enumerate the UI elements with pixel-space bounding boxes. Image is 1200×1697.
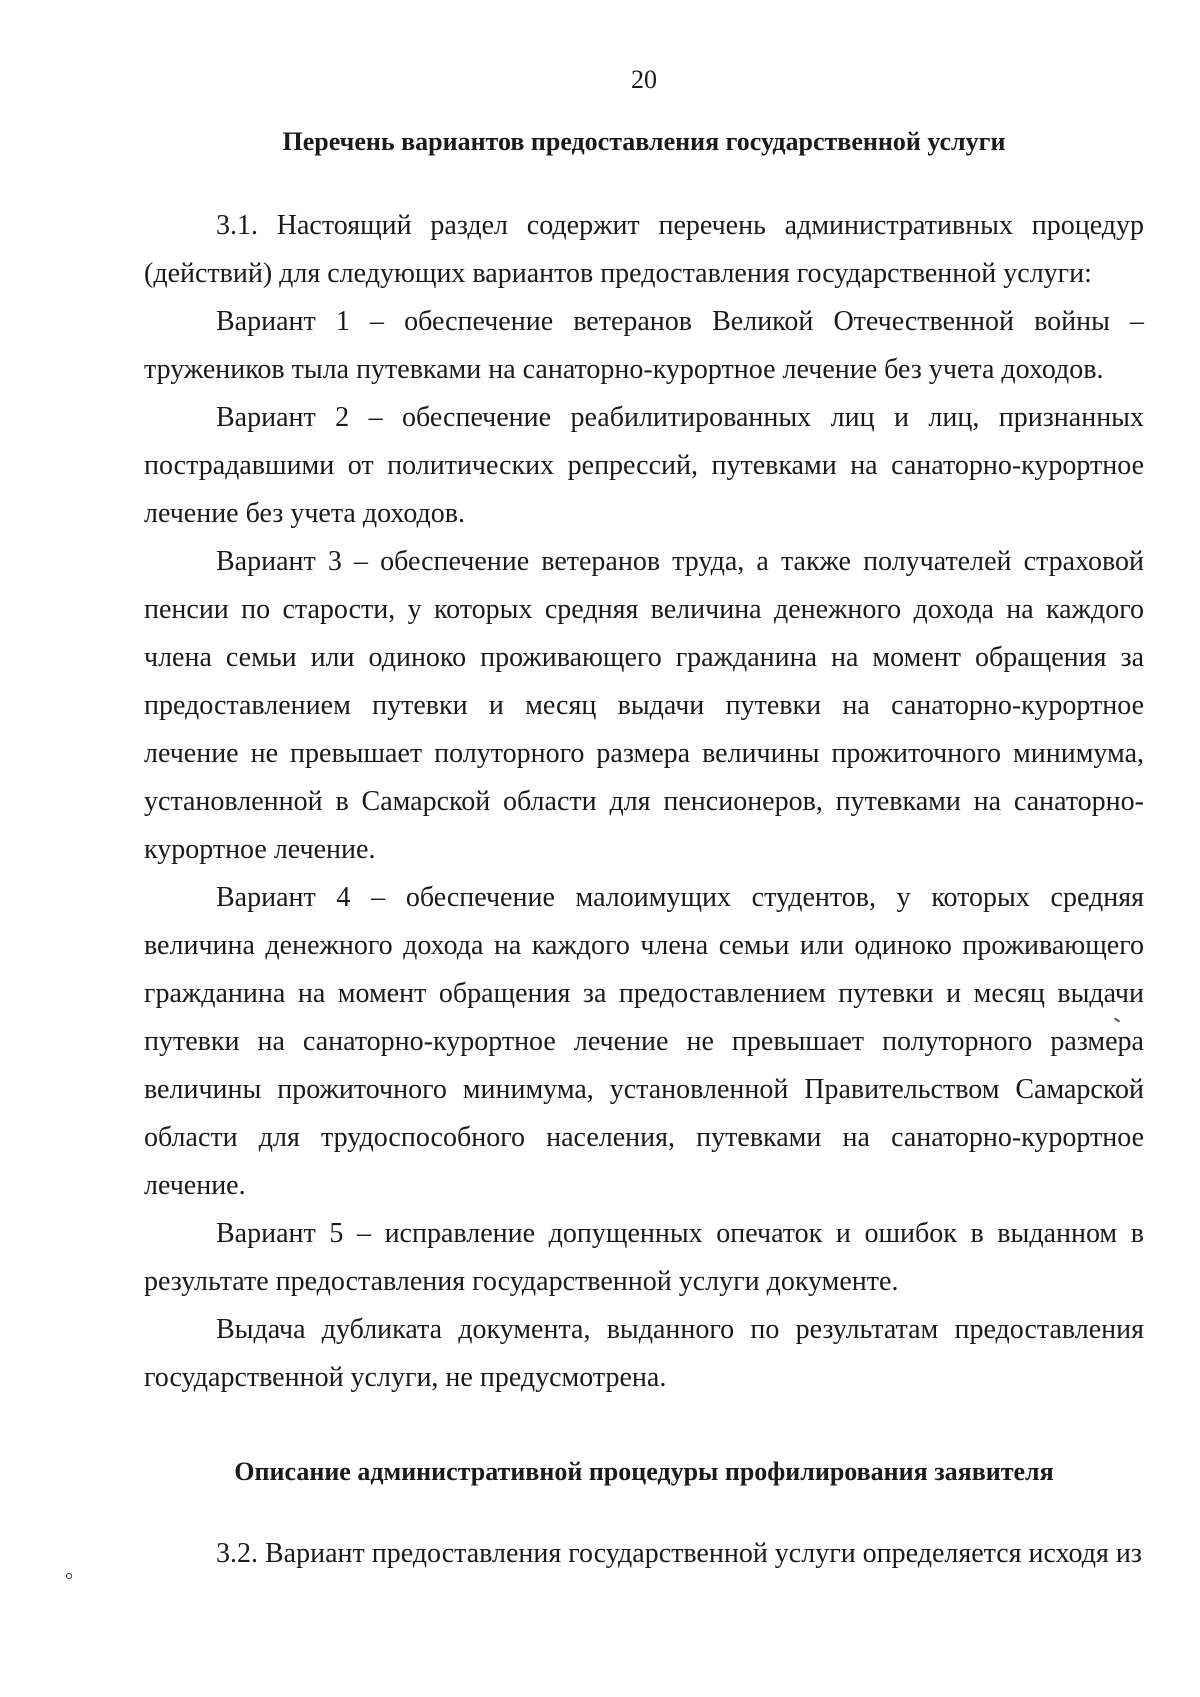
paragraph-duplicate: Выдача дубликата документа, выданного по результатам предоставления государственной услуги, не предусмотрена.	[144, 1314, 1144, 1393]
paragraph-3-1: 3.1. Настоящий раздел содержит перечень административных процедур (действий) для следующих вариантов предоставления государственной услуги:	[144, 210, 1144, 289]
section-body	[144, 202, 1144, 1402]
subsection-heading: Описание административной процедуры профилирования заявителя	[234, 1457, 1054, 1486]
paragraph-variant-3: Вариант 3 – обеспечение ветеранов труда, а также получателей страховой пенсии по старости, у которых средняя величина денежного дохода на каждого члена семьи или одиноко проживающего гражданина на момент обращения за предоставлением путевки и месяц выдачи путевки на санаторно-курортное лечение не превышает полуторного размера величины прожиточного минимума, установленной в Самарской области для пенсионеров, путевками на санаторно-курортное лечение.	[144, 546, 1144, 865]
paragraph-variant-4: Вариант 4 – обеспечение малоимущих студентов, у которых средняя величина денежного дохода на каждого члена семьи или одиноко проживающего гражданина на момент обращения за предоставлением путевки и месяц выдачи путевки на санаторно-курортное лечение не превышает полуторного размера величины прожиточного минимума, установленной Правительством Самарской области для трудоспособного населения, путевками на санаторно-курортное лечение.	[144, 882, 1144, 1201]
paragraph-variant-5: Вариант 5 – исправление допущенных опечаток и ошибок в выданном в результате предоставления государственной услуги документе.	[144, 1218, 1144, 1297]
paragraph-variant-1: Вариант 1 – обеспечение ветеранов Великой Отечественной войны – тружеников тыла путевками на санаторно-курортное лечение без учета доходов.	[144, 306, 1144, 385]
paragraph-3-2: 3.2. Вариант предоставления государственной услуги определяется исходя из	[216, 1538, 1142, 1569]
section-heading: Перечень вариантов предоставления государственной услуги	[282, 127, 1006, 156]
paragraph-variant-2: Вариант 2 – обеспечение реабилитированных лиц и лиц, признанных пострадавшими от политических репрессий, путевками на санаторно-курортное лечение без учета доходов.	[144, 402, 1144, 529]
page-number: 20	[631, 65, 657, 94]
scan-artifact-dot	[66, 1573, 72, 1579]
subsection-body	[144, 1530, 1144, 1578]
